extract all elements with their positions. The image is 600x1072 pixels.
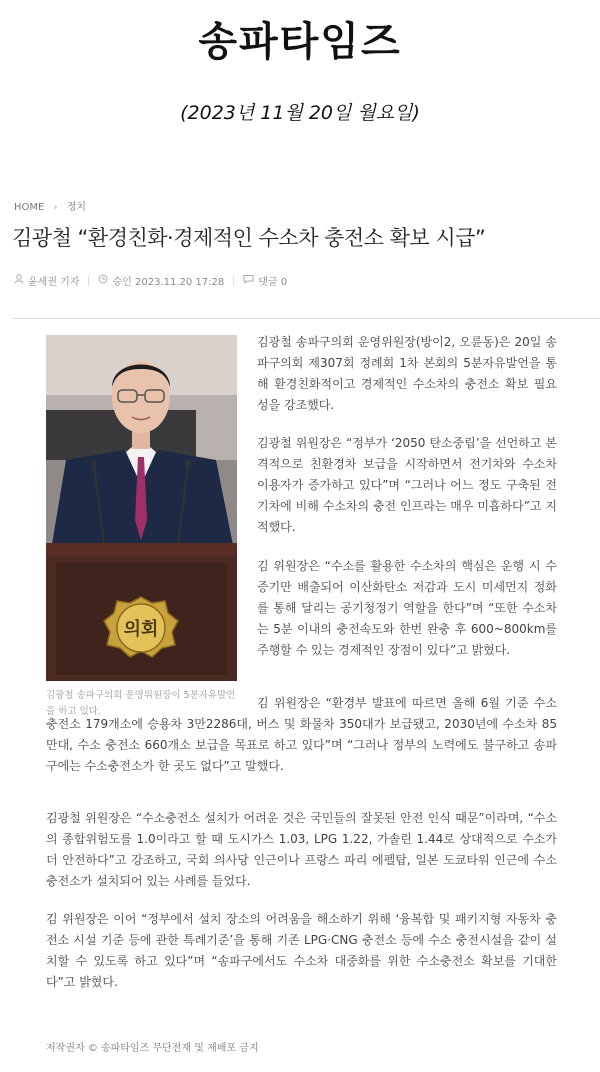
approved-datetime: 승인 2023.11.20 17:28 [112, 277, 225, 288]
breadcrumb [14, 198, 86, 213]
article-paragraph: 김광철 송파구의회 운영위원장(방이2, 오륜동)은 20일 송파구의회 제307회 정례회 1차 본회의 5분자유발언을 통해 환경친화적이고 경제적인 수소차의 충전소 확보 필요성을 강조했다. [257, 335, 557, 412]
breadcrumb-chevron-icon: › [53, 202, 58, 213]
comments-info[interactable] [243, 273, 287, 288]
article-paragraph: 김 위원장은 “환경부 발표에 따르면 올해 6월 기준 수소 충전소 179개소에 승용차 3만2286대, 버스 및 화물차 350대가 보급됐고, 2030년에 수소차 85만대, 수소 충전소 660개소 보급을 목표로 하고 있다”며 “그러나 정부의 노력에도 불구하고 송파구에는 수소충전소가 한 곳도 없다”고 말했다. [46, 696, 557, 773]
article-paragraph: 김광철 위원장은 “정부가 ‘2050 탄소중립’을 선언하고 본격적으로 친환경차 보급을 시작하면서 전기차와 수소차 이용자가 증가하고 있다”며 “그러나 어느 정도 구축된 전기차에 비해 수소차의 충전 인프라는 매우 미흡하다”고 지적했다. [257, 436, 557, 534]
article-meta [14, 273, 287, 288]
clock-icon [98, 274, 108, 287]
masthead-title: 송파타임즈 [198, 19, 402, 65]
article-paragraph: 김 위원장은 “수소를 활용한 수소차의 핵심은 운행 시 수증기만 배출되어 이산화탄소 저감과 도시 미세먼지 정화를 통해 달리는 공기청정기 역할을 한다”며 “또한 수소차는 5분 이내의 충전속도와 한번 완충 후 600~800km를 주행할 수 있는 경제적인 장점이 있다”고 밝혔다. [257, 559, 557, 657]
dateline: (2023년 11월 20일 월요일) [180, 102, 420, 124]
author-info [14, 273, 79, 288]
photo-caption: 김광철 송파구의회 운영위원장이 5분자유발언을 하고 있다. [46, 690, 236, 717]
photo-illustration [46, 335, 237, 681]
plaque-text: 의회 [123, 619, 159, 640]
article-photo [46, 335, 237, 681]
comment-icon [243, 274, 254, 287]
article-paragraph: 김광철 위원장은 “수소충전소 설치가 어려운 것은 국민들의 잘못된 안전 인식 때문”이라며, “수소의 종합위험도를 1.0이라고 할 때 도시가스 1.03, LPG 1.22, 가솔린 1.44로 상대적으로 수소가 더 안전하다”고 강조하고, 국회 의사당 인근이나 프랑스 파리 에펠탑, 일본 도쿄타워 인근에 수소충전소가 설치되어 있는 사례를 들었다. [46, 811, 557, 888]
article-paragraph: 김 위원장은 이어 “정부에서 설치 장소의 어려움을 해소하기 위해 ‘융복합 및 패키지형 자동차 충전소 시설 기준 등에 관한 특례기준’을 통해 기존 LPG·CNG 충전소 등에 수소 충전시설을 같이 설치할 수 있도록 하고 있다”며 “송파구에서도 수소차 대중화를 위한 수소충전소 확보를 기대한다”고 밝혔다. [46, 912, 557, 989]
article-headline: 김광철 “환경친화·경제적인 수소차 충전소 확보 시급” [12, 226, 486, 250]
author-name[interactable]: 윤세권 기자 [28, 277, 80, 288]
copyright-notice: 저작권자 © 송파타임즈 무단전재 및 재배포 금지 [46, 1043, 259, 1054]
comments-count[interactable]: 댓글 0 [258, 277, 288, 288]
breadcrumb-home-link[interactable]: HOME [14, 202, 45, 213]
user-icon [14, 274, 24, 287]
meta-divider [88, 276, 89, 286]
meta-divider [233, 276, 234, 286]
header-divider [12, 318, 600, 319]
approved-info [98, 273, 224, 288]
breadcrumb-section-link[interactable]: 정치 [66, 202, 87, 213]
